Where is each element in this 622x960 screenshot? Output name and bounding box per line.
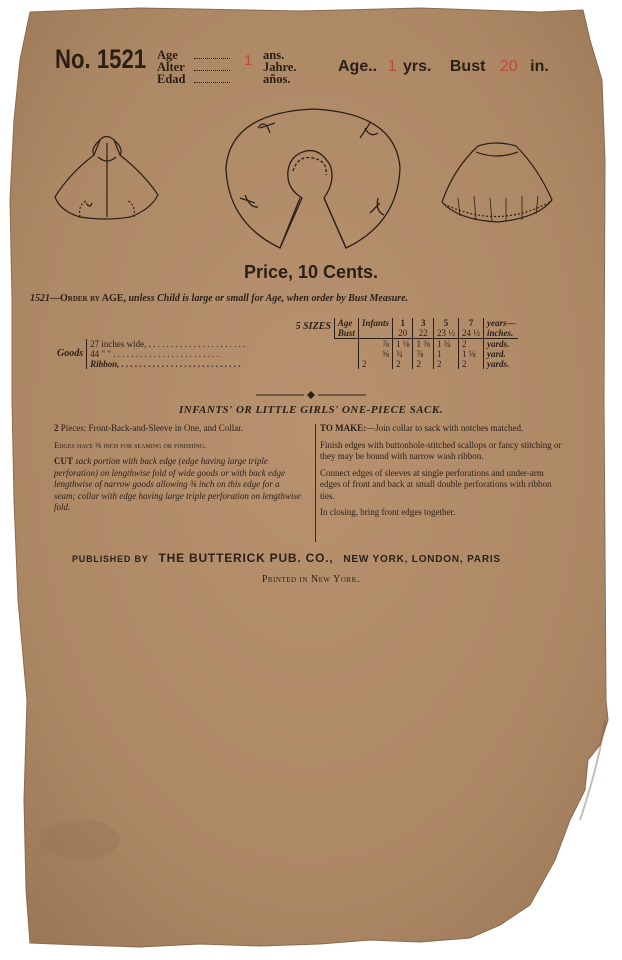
material-name: Ribbon,	[90, 359, 120, 369]
qty: 2	[433, 359, 458, 369]
age-label-es: Edad	[157, 72, 186, 86]
cape-back-drawing	[438, 138, 556, 228]
order-instruction	[30, 293, 408, 304]
make-text: —Join collar to sack with notches matched.	[366, 423, 524, 433]
material-name: 27 inches wide,	[90, 339, 147, 349]
age-unit-fr: ans.	[263, 48, 285, 62]
goods-label: Goods	[57, 347, 84, 359]
instruction-cut	[54, 456, 302, 514]
order-dash-text: —Order by	[50, 293, 102, 304]
edges-text: Edges have ⅜ inch for seaming or finishing.	[54, 439, 207, 450]
bust-row-label: Bust	[334, 328, 358, 339]
bust-unit: in.	[530, 58, 549, 75]
pattern-number: No. 1521	[55, 44, 147, 74]
sizes-label: 5 SIZES	[295, 321, 331, 332]
bust-value: 20	[499, 58, 518, 75]
order-rest: unless Child is large or small for Age, when order by Bust Measure.	[125, 293, 409, 304]
unit: yards.	[483, 359, 518, 369]
col-infants: Infants	[358, 318, 392, 328]
age-dots	[194, 49, 230, 59]
ornament-divider	[256, 390, 366, 400]
price-heading: Price, 10 Cents.	[243, 262, 379, 282]
material-row: 44 " " . . . . . . . . . . . . . . . . . . . . . . . .	[87, 349, 359, 359]
instructions-left	[54, 423, 302, 519]
qty: 1	[433, 349, 458, 359]
unit: yards.	[483, 339, 518, 350]
connect-text: Connect edges of sleeves at single perforations and under-arm edges of front and back at small double perforations with ribbon ties.	[320, 467, 552, 501]
instruction-finish	[320, 440, 566, 463]
closing-text: In closing, bring front edges together.	[320, 507, 456, 517]
qty: ⅝	[358, 349, 392, 359]
col-bust-20: 20	[392, 328, 413, 339]
publisher-line	[72, 551, 501, 565]
units-bust: inches.	[483, 328, 518, 339]
age-unit-de: Jahre.	[263, 60, 297, 74]
qty: 2	[392, 359, 413, 369]
col-age-3: 3	[413, 318, 434, 328]
instruction-edges	[54, 440, 302, 452]
age-unit-es: años.	[263, 72, 291, 86]
instructions-right	[320, 423, 566, 524]
qty: 2	[458, 339, 483, 350]
printed-text: Printed in New York.	[261, 574, 361, 585]
qty: ¾	[392, 349, 413, 359]
qty: 1 ¾	[433, 339, 458, 350]
col-bust-23: 23 ½	[433, 328, 458, 339]
publisher-name: THE BUTTERICK PUB. CO.,	[158, 551, 334, 565]
age-value-handwritten: 1	[244, 52, 253, 69]
publisher-prefix: PUBLISHED BY	[72, 554, 149, 564]
qty: 1 ⅜	[413, 339, 434, 350]
age-bust-line	[338, 58, 549, 76]
qty: 1 ⅛	[392, 339, 413, 350]
pattern-piece-diagram	[220, 103, 406, 253]
qty: ⅞	[358, 339, 392, 350]
sizes-table	[54, 318, 518, 369]
qty: 2	[358, 359, 392, 369]
age-row-label: Age	[334, 318, 358, 328]
material-name: 44 " "	[90, 349, 111, 359]
age-label-en: Age	[157, 48, 178, 62]
instruction-pieces	[54, 423, 302, 435]
cut-lead: CUT	[54, 456, 74, 466]
age-dots	[194, 73, 230, 83]
cut-text: sack portion with back edge (edge having large triple perforation) on lengthwise fold of wide goods or with back edge lengthwise of narrow goods allowing ⅜ inch on this edge for a seam; collar with edge having large triple perforation on lengthwise fold.	[54, 456, 301, 512]
order-number: 1521	[30, 293, 50, 304]
age-label-de: Alter	[157, 60, 185, 74]
qty: 1 ⅛	[458, 349, 483, 359]
age-fields	[157, 49, 230, 85]
instruction-closing	[320, 507, 566, 519]
col-bust-24: 24 ½	[458, 328, 483, 339]
publisher-cities: NEW YORK, LONDON, PARIS	[343, 554, 501, 565]
age-value-right: 1	[387, 58, 397, 75]
paper-stain	[40, 820, 120, 860]
pieces-text: Pieces: Front-Back-and-Sleeve in One, and Collar.	[58, 423, 243, 433]
column-divider	[315, 424, 316, 542]
col-age-5: 5	[433, 318, 458, 328]
make-lead: TO MAKE:	[320, 423, 367, 433]
finish-text: Finish edges with buttonhole-stitched scallops or fancy stitching or they may be bound with narrow wash ribbon.	[320, 439, 562, 461]
col-age-7: 7	[458, 318, 483, 328]
age-text: Age..	[338, 58, 378, 75]
units-age: years—	[483, 318, 518, 328]
pieces-count: 2	[54, 423, 59, 433]
col-bust-infants	[358, 328, 392, 339]
instruction-make	[320, 423, 566, 435]
age-dots	[194, 61, 230, 71]
instruction-connect	[320, 468, 566, 503]
printed-in	[0, 574, 622, 585]
col-bust-22: 22	[413, 328, 434, 339]
qty: 2	[413, 359, 434, 369]
unit: yard.	[483, 349, 518, 359]
age-units	[263, 49, 296, 85]
col-age-1: 1	[392, 318, 413, 328]
order-age: AGE,	[101, 293, 126, 304]
bust-label: Bust	[449, 58, 486, 75]
material-row: Ribbon, . . . . . . . . . . . . . . . . . . . . . . . . . . .	[87, 359, 359, 369]
qty: 2	[458, 359, 483, 369]
pattern-title: INFANTS' OR LITTLE GIRLS' ONE-PIECE SACK.	[179, 404, 443, 416]
cape-front-drawing	[50, 125, 162, 225]
qty: ⅞	[413, 349, 434, 359]
material-row: 27 inches wide, . . . . . . . . . . . . . . . . . . . . . .	[87, 339, 359, 350]
yrs-text: yrs.	[402, 58, 432, 75]
